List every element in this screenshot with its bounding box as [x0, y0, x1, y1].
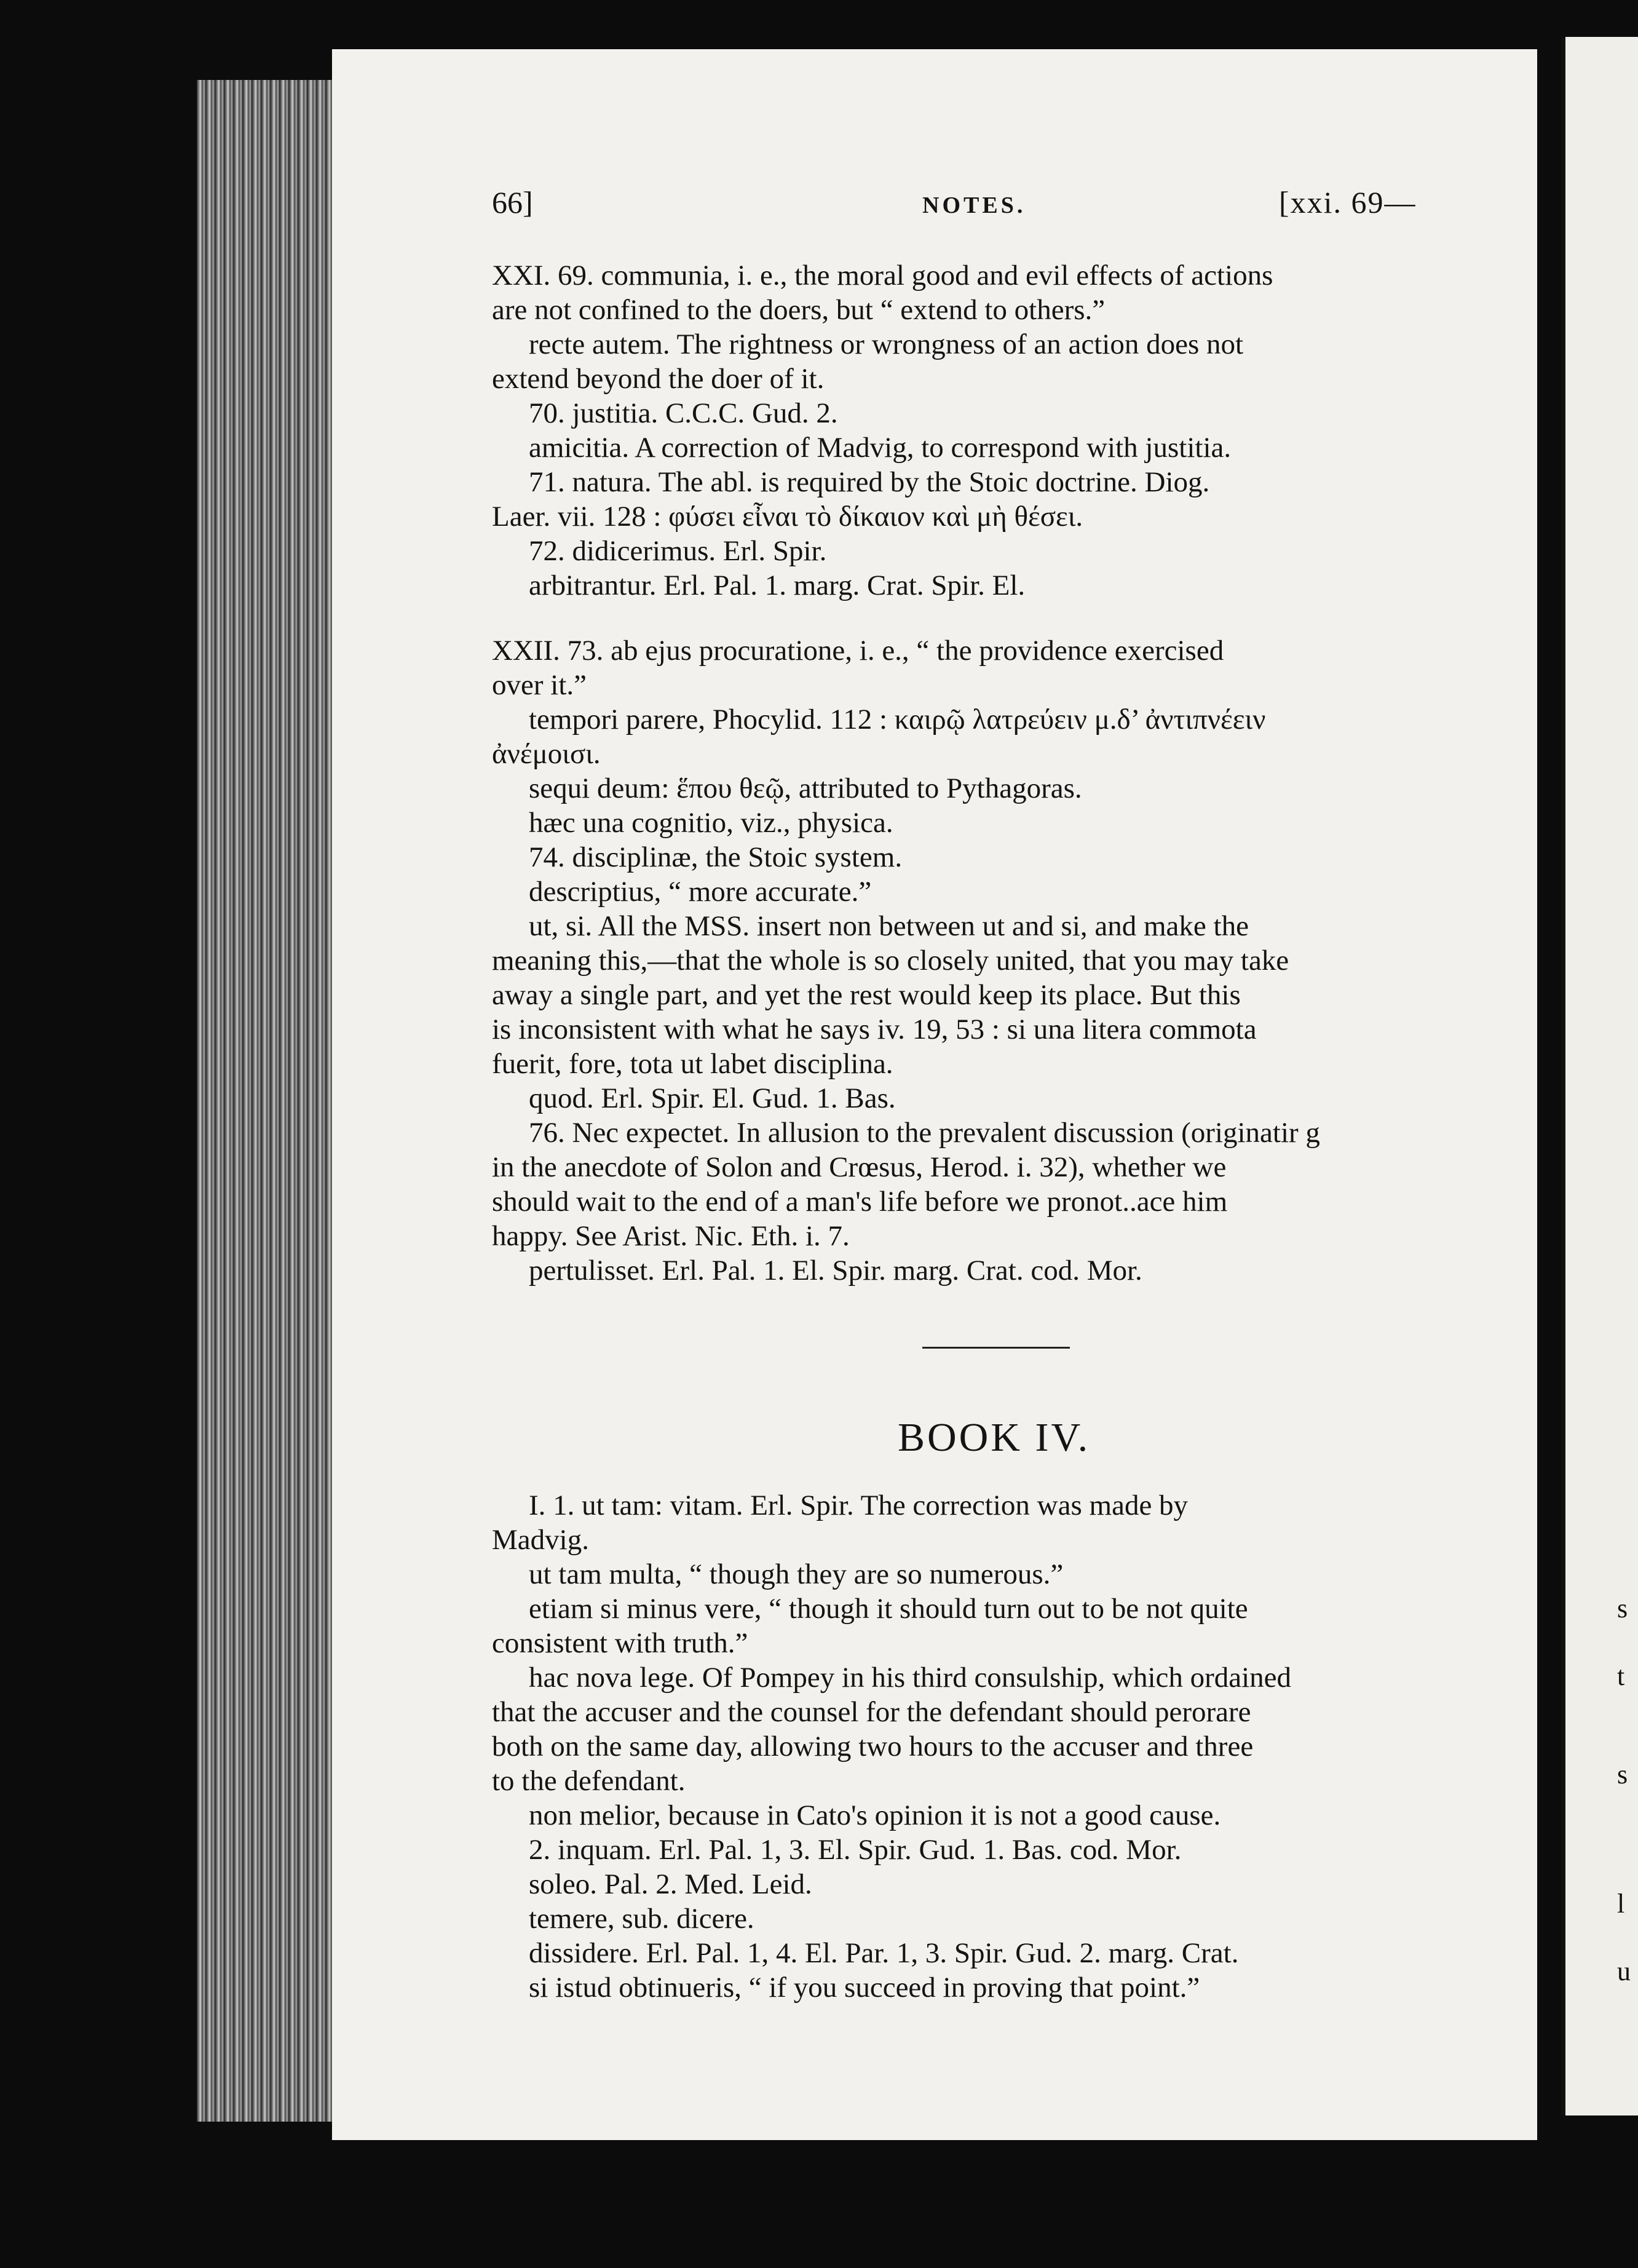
note-line: happy. See Arist. Nic. Eth. i. 7. — [492, 1220, 850, 1252]
note-line: 72. didicerimus. Erl. Spir. — [529, 535, 827, 567]
note-line: extend beyond the doer of it. — [492, 363, 825, 395]
note-line: descriptius, “ more accurate.” — [529, 876, 872, 908]
section-reference: [xxi. 69— — [1279, 185, 1417, 220]
note-line: dissidere. Erl. Pal. 1, 4. El. Par. 1, 3. Spir. Gud. 2. marg. Crat. — [529, 1937, 1239, 1969]
note-line: temere, sub. dicere. — [529, 1903, 754, 1935]
facing-letter: s — [1617, 1759, 1628, 1790]
section-rule — [922, 1347, 1070, 1349]
note-line: 2. inquam. Erl. Pal. 1, 3. El. Spir. Gud. 1. Bas. cod. Mor. — [529, 1834, 1182, 1866]
note-line: consistent with truth.” — [492, 1627, 748, 1659]
note-line: etiam si minus vere, “ though it should turn out to be not quite — [529, 1593, 1248, 1625]
note-line: I. 1. ut tam: vitam. Erl. Spir. The correction was made by — [529, 1489, 1189, 1521]
note-line: ἀνέμοισι. — [492, 738, 601, 770]
note-line: ut, si. All the MSS. insert non between ut and si, and make the — [529, 910, 1249, 942]
note-line: that the accuser and the counsel for the defendant should perorare — [492, 1696, 1251, 1728]
note-line: to the defendant. — [492, 1765, 686, 1797]
note-line: ut tam multa, “ though they are so numerous.” — [529, 1558, 1064, 1590]
note-line: 70. justitia. C.C.C. Gud. 2. — [529, 397, 838, 429]
note-line: over it.” — [492, 669, 587, 701]
page-number: 66] — [492, 185, 533, 220]
note-line: should wait to the end of a man's life before we pronot..ace him — [492, 1186, 1228, 1218]
note-line: Madvig. — [492, 1524, 589, 1556]
note-line: tempori parere, Phocylid. 112 : καιρῷ λατρεύειν μ.δ’ ἀντιπνέειν — [529, 704, 1266, 736]
note-line: in the anecdote of Solon and Crœsus, Herod. i. 32), whether we — [492, 1151, 1227, 1183]
note-line: 71. natura. The abl. is required by the Stoic doctrine. Diog. — [529, 466, 1210, 498]
note-line: Laer. vii. 128 : φύσει εἶναι τὸ δίκαιον καὶ μὴ θέσει. — [492, 501, 1083, 533]
note-line: are not confined to the doers, but “ extend to others.” — [492, 294, 1106, 326]
note-line: fuerit, fore, tota ut labet disciplina. — [492, 1048, 893, 1080]
note-line: quod. Erl. Spir. El. Gud. 1. Bas. — [529, 1082, 896, 1114]
note-line: recte autem. The rightness or wrongness of an action does not — [529, 328, 1244, 360]
running-title: NOTES. — [922, 192, 1026, 218]
facing-letter: t — [1617, 1661, 1625, 1691]
note-line: 76. Nec expectet. In allusion to the prevalent discussion (originatir g — [529, 1117, 1320, 1149]
note-line: XXI. 69. communia, i. e., the moral good and evil effects of actions — [492, 260, 1273, 291]
note-line: is inconsistent with what he says iv. 19, 53 : si una litera commota — [492, 1013, 1257, 1045]
note-line: both on the same day, allowing two hours to the accuser and three — [492, 1731, 1254, 1762]
note-line: meaning this,—that the whole is so closely united, that you may take — [492, 945, 1289, 977]
note-line: sequi deum: ἕπου θεῷ, attributed to Pythagoras. — [529, 772, 1082, 804]
facing-letter: s — [1617, 1593, 1628, 1624]
facing-letter: l — [1617, 1889, 1625, 1919]
note-line: soleo. Pal. 2. Med. Leid. — [529, 1868, 812, 1900]
note-line: away a single part, and yet the rest would keep its place. But this — [492, 979, 1241, 1011]
note-line: si istud obtinueris, “ if you succeed in proving that point.” — [529, 1972, 1200, 2004]
note-line: arbitrantur. Erl. Pal. 1. marg. Crat. Spir. El. — [529, 569, 1026, 601]
note-line: hæc una cognitio, viz., physica. — [529, 807, 893, 839]
note-line: pertulisset. Erl. Pal. 1. El. Spir. marg. Crat. cod. Mor. — [529, 1255, 1142, 1287]
book-heading: BOOK IV. — [898, 1415, 1091, 1460]
note-line: non melior, because in Cato's opinion it is not a good cause. — [529, 1799, 1221, 1831]
facing-page — [1562, 37, 1638, 2115]
note-line: amicitia. A correction of Madvig, to correspond with justitia. — [529, 432, 1232, 464]
page-edges — [197, 80, 332, 2122]
note-line: 74. disciplinæ, the Stoic system. — [529, 841, 903, 873]
note-line: XXII. 73. ab ejus procuratione, i. e., “ the providence exercised — [492, 635, 1224, 667]
note-line: hac nova lege. Of Pompey in his third consulship, which ordained — [529, 1662, 1292, 1694]
facing-letter: u — [1617, 1956, 1631, 1986]
